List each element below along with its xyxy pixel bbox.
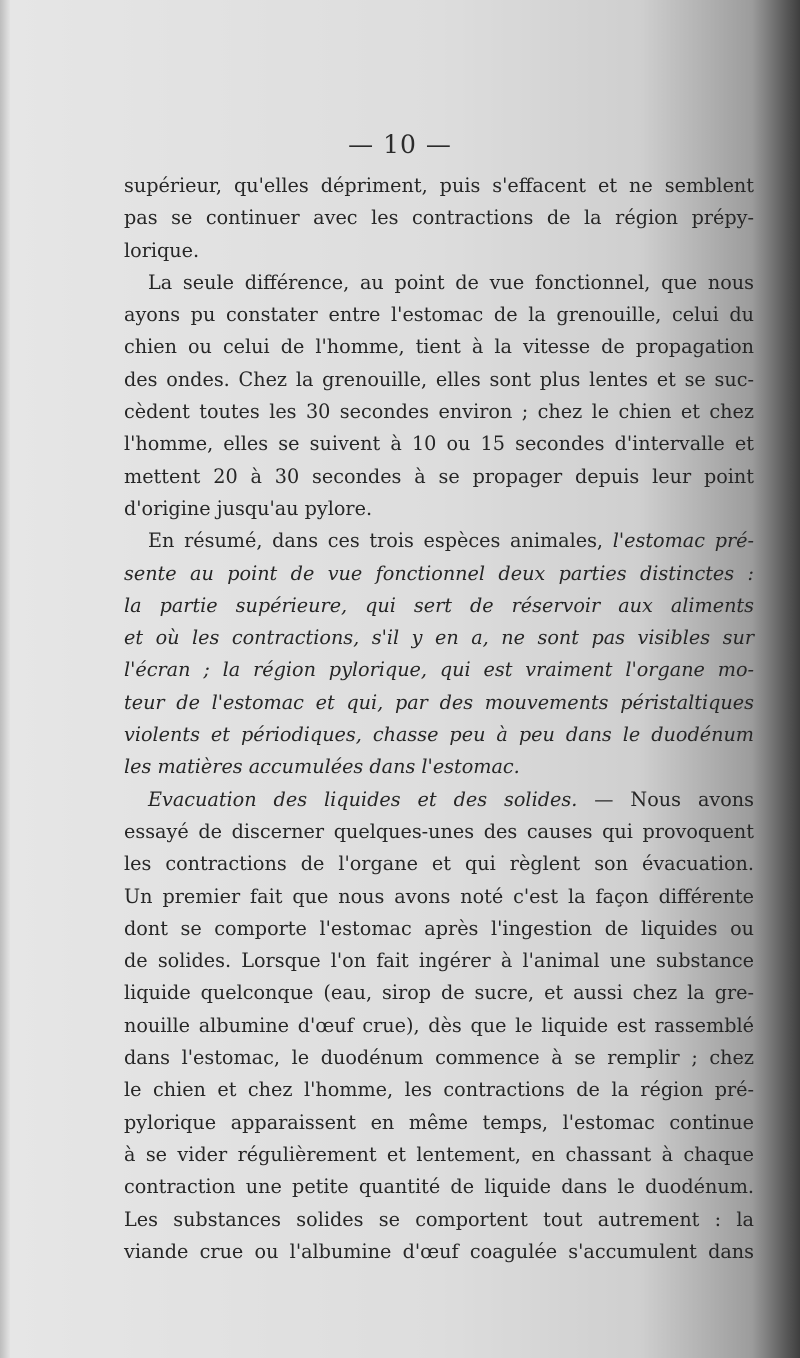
roman-text: les contractions de l'organe et qui règlent son évacuation. — [124, 852, 754, 876]
roman-text: cèdent toutes les 30 secondes environ ; chez le chien et chez — [124, 400, 754, 424]
text-line — [124, 945, 754, 977]
roman-text: contraction une petite quantité de liquide dans le duodénum. — [124, 1175, 754, 1199]
text-line — [124, 525, 754, 557]
roman-text: ayons pu constater entre l'estomac de la grenouille, celui du — [124, 303, 754, 327]
text-line — [124, 1236, 754, 1268]
text-line — [124, 558, 754, 590]
italic-text: les matières accumulées dans l'estomac. — [124, 755, 520, 779]
roman-text: le chien et chez l'homme, les contractions de la région pré- — [124, 1078, 754, 1102]
text-line — [124, 1107, 754, 1139]
text-line — [124, 913, 754, 945]
text-line — [124, 364, 754, 396]
text-line — [124, 719, 754, 751]
text-line — [124, 816, 754, 848]
roman-text: dont se comporte l'estomac après l'ingestion de liquides ou — [124, 916, 754, 940]
text-line — [124, 1171, 754, 1203]
text-line — [124, 428, 754, 460]
italic-text: l'écran ; la région pylorique, qui est vraiment l'organe mo- — [124, 658, 754, 682]
roman-text: dans l'estomac, le duodénum commence à se remplir ; chez — [124, 1046, 754, 1070]
text-line — [124, 590, 754, 622]
text-line — [124, 1042, 754, 1074]
italic-text: et où les contractions, s'il y en a, ne sont pas visibles sur — [124, 626, 754, 650]
roman-text: mettent 20 à 30 secondes à se propager depuis leur point — [124, 464, 754, 488]
roman-text: pas se continuer avec les contractions de la région prépy- — [124, 206, 754, 230]
text-line — [124, 1074, 754, 1106]
roman-text: La seule différence, au point de vue fonctionnel, que nous — [148, 270, 754, 294]
text-line — [124, 687, 754, 719]
text-line — [124, 1204, 754, 1236]
italic-text: sente au point de vue fonctionnel deux parties distinctes : — [124, 561, 754, 585]
text-line — [124, 848, 754, 880]
roman-text: Un premier fait que nous avons noté c'est la façon différente — [124, 884, 754, 908]
roman-text: des ondes. Chez la grenouille, elles sont plus lentes et se suc- — [124, 367, 754, 391]
roman-text: lorique. — [124, 238, 200, 262]
roman-text: nouille albumine d'œuf crue), dès que le liquide est rassemblé — [124, 1013, 754, 1037]
text-line — [124, 1139, 754, 1171]
text-line — [124, 299, 754, 331]
text-line — [124, 267, 754, 299]
italic-text: Evacuation des liquides et des solides. — [148, 787, 578, 811]
text-line — [124, 235, 754, 267]
roman-text: En résumé, dans ces trois espèces animales, — [148, 529, 613, 553]
text-line — [124, 170, 754, 202]
text-line — [124, 493, 754, 525]
text-line — [124, 461, 754, 493]
roman-text: liquide quelconque (eau, sirop de sucre, et aussi chez la gre- — [124, 981, 754, 1005]
italic-text: l'estomac pré- — [612, 529, 754, 553]
text-line — [124, 622, 754, 654]
text-line — [124, 396, 754, 428]
text-line — [124, 881, 754, 913]
roman-text: Les substances solides se comportent tout autrement : la — [124, 1207, 754, 1231]
roman-text: essayé de discerner quelques-unes des causes qui provoquent — [124, 819, 754, 843]
roman-text: d'origine jusqu'au pylore. — [124, 496, 373, 520]
text-line — [124, 977, 754, 1009]
text-line — [124, 331, 754, 363]
roman-text: de solides. Lorsque l'on fait ingérer à l'animal une substance — [124, 949, 754, 973]
roman-text: viande crue ou l'albumine d'œuf coagulée s'accumulent dans — [124, 1239, 754, 1263]
page-number: — 10 — — [348, 130, 452, 159]
text-line — [124, 654, 754, 686]
roman-text: l'homme, elles se suivent à 10 ou 15 secondes d'intervalle et — [124, 432, 754, 456]
page-left-edge — [0, 0, 10, 1358]
body-text — [124, 170, 754, 1268]
text-line — [124, 1010, 754, 1042]
italic-text: violents et périodiques, chasse peu à peu dans le duodénum — [124, 723, 754, 747]
text-line — [124, 784, 754, 816]
roman-text: supérieur, qu'elles dépriment, puis s'effacent et ne semblent — [124, 174, 754, 197]
italic-text: teur de l'estomac et qui, par des mouvements péristaltiques — [124, 690, 754, 714]
roman-text: pylorique apparaissent en même temps, l'estomac continue — [124, 1110, 754, 1134]
text-line — [124, 751, 754, 783]
roman-text: à se vider régulièrement et lentement, en chassant à chaque — [124, 1142, 754, 1166]
roman-text: chien ou celui de l'homme, tient à la vitesse de propagation — [124, 335, 754, 359]
italic-text: la partie supérieure, qui sert de réservoir aux aliments — [124, 593, 754, 617]
roman-text: — Nous avons — [577, 787, 754, 811]
text-line — [124, 202, 754, 234]
